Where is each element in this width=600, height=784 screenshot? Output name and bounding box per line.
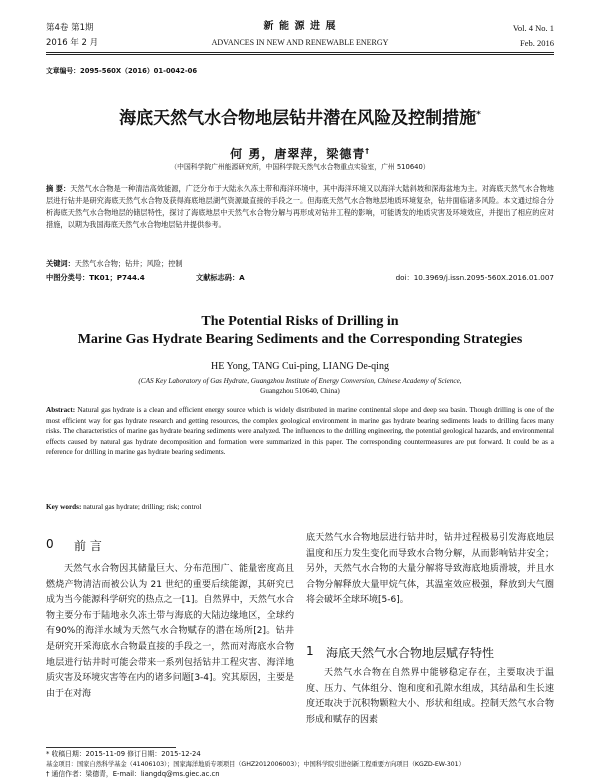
section-1-number: 1 [306, 644, 314, 658]
header-date-en: Feb. 2016 [520, 38, 554, 48]
abstract-en-label: Abstract: [46, 406, 76, 414]
section-0-body [46, 562, 294, 702]
section-0-heading [46, 537, 102, 553]
section-1-title: 海底天然气水合物地层赋存特性 [326, 646, 495, 660]
footnote-fund: 基金项目：国家自然科学基金（41406103）；国家海洋地质专项项目（GHZ2012006003）；中国科学院引进创新工程重要方向项目（KGZD-EW-301） [46, 761, 465, 768]
affiliation-en-line2: Guangzhou 510640, China) [260, 387, 340, 395]
header-rule-thin [46, 54, 554, 55]
keywords-en: Key words: natural gas hydrate; drilling; risk; control [46, 503, 202, 511]
abstract-cn [46, 183, 554, 231]
author-footnote-mark: † [365, 147, 370, 155]
header-volume-en: Vol. 4 No. 1 [512, 23, 554, 33]
footnote-received: * 收稿日期：2015-11-09 修订日期：2015-12-24 [46, 750, 201, 758]
right-column-body [306, 531, 554, 609]
clc-number: 中图分类号：TK01；P744.4 [46, 273, 145, 282]
affiliation-cn: （中国科学院广州能源研究所，中国科学院天然气水合物重点实验室，广州 510640） [170, 163, 430, 171]
section-0-number: 0 [46, 537, 54, 551]
section-1-heading [306, 644, 554, 660]
doi: doi：10.3969/j.issn.2095-560X.2016.01.007 [395, 273, 554, 282]
footnote-corresponding: † 通信作者：梁德青，E-mail：liangdq@ms.giec.ac.cn [46, 770, 220, 778]
header-journal-en: ADVANCES IN NEW AND RENEWABLE ENERGY [211, 38, 389, 47]
section-0-title: 前 言 [74, 539, 102, 553]
title-en-line2: Marine Gas Hydrate Bearing Sediments and the Corresponding Strategies [77, 332, 523, 347]
footnote-rule [46, 747, 176, 748]
section-1-paragraph: 天然气水合物在自然界中能够稳定存在，主要取决于温度、压力、气体组分、饱和度和孔隙水组成，其结晶和生长速度还取决于沉积物颗粒大小、形状和组成。控制天然气水合物形成和赋存的因素 [306, 668, 554, 725]
abstract-en [46, 405, 554, 458]
doc-code: 文献标志码：A [196, 273, 245, 282]
header-volume-cn: 第4卷 第1期 [46, 23, 94, 33]
right-column-paragraph: 底天然气水合物地层进行钻井时，钻井过程极易引发海底地层温度和压力发生变化而导致水合物分解，从而影响钻井安全；另外，天然气水合物的大量分解将导致海底地质滑坡，并且水合物分解释放大量甲烷气体，其温室效应极强，释放到大气圈将会破坏全球环境[5-6]。 [306, 533, 554, 606]
section-1-body [306, 666, 554, 728]
classification-cn [46, 272, 554, 284]
abstract-cn-label: 摘 要： [46, 184, 71, 193]
title-en-line1: The Potential Risks of Drilling in [201, 314, 399, 329]
affiliation-en-line1: (CAS Key Laboratory of Gas Hydrate, Guangzhou Institute of Energy Conversion, Chinese Academy of Science, [138, 377, 462, 385]
article-number: 文章编号：2095-560X（2016）01-0042-06 [46, 67, 198, 75]
authors-cn: 何 勇，唐翠萍，梁德青† [230, 147, 370, 161]
header-rule [46, 52, 554, 53]
authors-en: HE Yong, TANG Cui-ping, LIANG De-qing [211, 361, 389, 372]
title-footnote-mark: * [476, 110, 481, 120]
section-0-paragraph: 天然气水合物因其储量巨大、分布范围广、能量密度高且燃烧产物清洁而被公认为 21 世纪的重要后续能源，其研究已成为当今能源科学研究的热点之一[1]。自然界中，天然气水合物主要分布于陆地永久冻土带与海底的大陆边缘地区，全球约有90%的海洋水域为天然气水合物赋存的潜在场所[2]。钻井是研究开采海底水合物最直接的手段之一，然而对海底水合物地层进行钻井时可能会带来一系列包括钻井工程灾害、海洋地质灾害及环境灾害等在内的诸多问题[3-4]。究其原因，主要是由于在对海 [46, 564, 294, 699]
header-journal-cn: 新 能 源 进 展 [263, 21, 337, 32]
abstract-en-text: Natural gas hydrate is a clean and efficient energy source which is widely distributed in marine continental slope and deep sea basin. Though drilling is one of the most efficient way for gas hydrate research and getting resources, the complex geological environment in marine gas hydrate bearing sediments leads to drilling faces many risks. The characteristics of marine gas hydrate bearing sediments were analyzed. The influences to the drilling engineering, the potential geological hazards, and environmental effects caused by natural gas hydrate decomposition and formation were summarized in this paper. The corresponding countermeasures are put forward. It could be as a reference for drilling in marine gas hydrate bearing sediments. [46, 406, 554, 457]
keywords-cn: 关键词：天然气水合物；钻井；风险；控制 [46, 259, 183, 268]
abstract-cn-text: 天然气水合物是一种清洁高效能源，广泛分布于大陆永久冻土带和海洋环境中，其中海洋环境又以海洋大陆斜坡和深海盆地为主。对海底天然气水合物地层进行钻井是研究海底天然气水合物及获得海底地层湖气资源最直接的手段之一。但海底天然气水合物地层地质环境复杂，钻井面临诸多风险。本文通过综合分析海底天然气水合物地层的储层特性，探讨了海底地层中天然气水合物分解与再形成对钻井工程的影响，可能诱发的地质灾害及环境效应，并提出了相应的应对措施，以期为我国海底天然气水合物地层钻井提供参考。 [46, 184, 554, 229]
header-date-cn: 2016 年 2 月 [46, 38, 99, 48]
title-cn: 海底天然气水合物地层钻井潜在风险及控制措施* [119, 108, 481, 129]
